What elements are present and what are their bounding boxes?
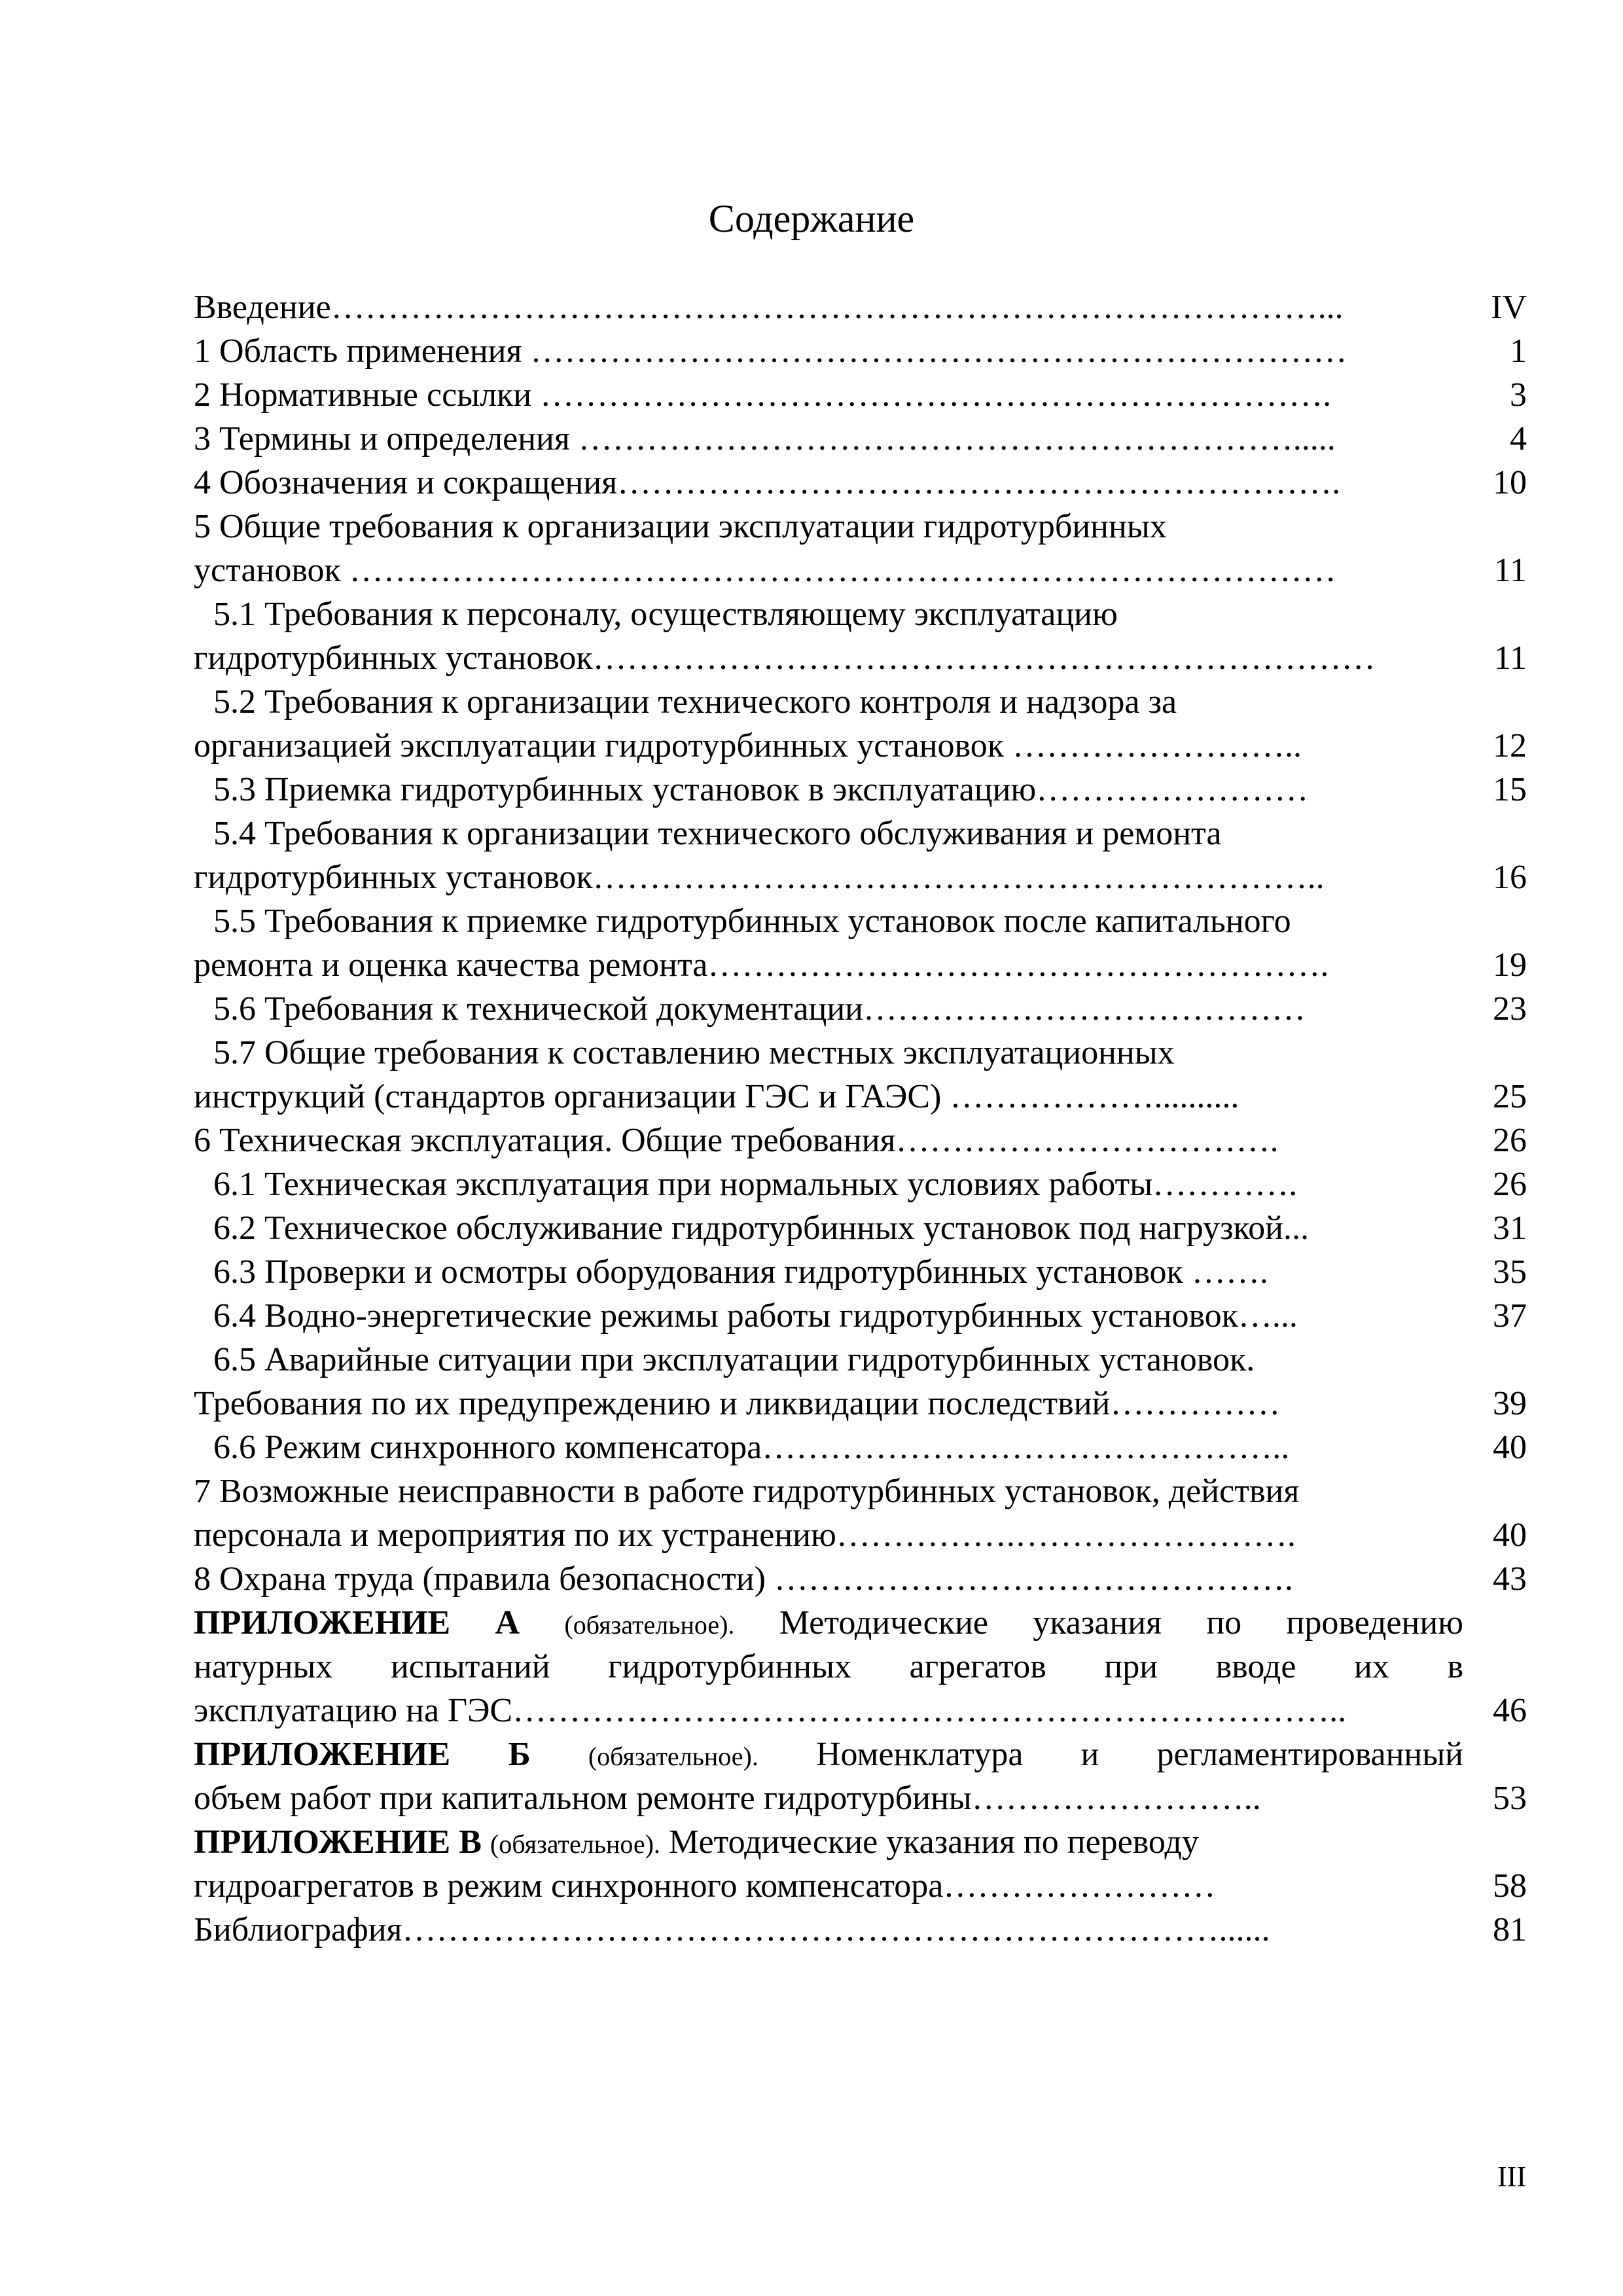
toc-entry-5-6[interactable] xyxy=(194,987,1527,1031)
appendix-title-start: Номенклатура и регламентированный xyxy=(815,1736,1463,1773)
toc-entry-text: 5 Общие требования к организации эксплуатации гидротурбинных xyxy=(194,508,1167,545)
toc-entry-text: 6.6 Режим синхронного компенсатора……………………………………….. xyxy=(213,1429,1290,1466)
toc-entry-text: 3 Термины и определения ………………………………………………………..... xyxy=(194,420,1336,457)
toc-entry-6-2[interactable] xyxy=(194,1206,1527,1250)
toc-entry-text-continued: Требования по их предупреждению и ликвидации последствий…………… xyxy=(194,1385,1281,1422)
toc-entry-5-3[interactable] xyxy=(194,768,1527,812)
toc-page-number: 40 xyxy=(1493,1516,1527,1554)
toc-page-number: 31 xyxy=(1493,1210,1527,1247)
toc-page-number: IV xyxy=(1491,289,1527,326)
toc-entry-text: 7 Возможные неисправности в работе гидротурбинных установок, действия xyxy=(194,1473,1300,1510)
toc-entry-text-continued: организацией эксплуатации гидротурбинных установок …………………….. xyxy=(194,727,1302,764)
toc-page-number: 23 xyxy=(1493,990,1527,1028)
toc-entry-text: 4 Обозначения и сокращения………………………………………………………. xyxy=(194,464,1341,501)
appendix-label: ПРИЛОЖЕНИЕ В xyxy=(194,1823,482,1861)
toc-entry-text-continued: гидротурбинных установок…………………………………………………………… xyxy=(194,639,1376,677)
table-of-contents xyxy=(194,285,1527,1952)
toc-entry-text: 6.3 Проверки и осмотры оборудования гидротурбинных установок ……. xyxy=(213,1253,1268,1291)
toc-entry-6-4[interactable] xyxy=(194,1294,1527,1338)
toc-page-number: 12 xyxy=(1493,727,1527,764)
toc-entry-text: 6.2 Техническое обслуживание гидротурбинных установок под нагрузкой... xyxy=(213,1210,1310,1247)
toc-entry-6[interactable] xyxy=(194,1119,1527,1162)
appendix-note: (обязательное). xyxy=(588,1742,758,1771)
toc-page-number: 15 xyxy=(1493,771,1527,808)
toc-entry-3[interactable] xyxy=(194,417,1527,461)
toc-entry-text xyxy=(194,1732,1463,1776)
toc-entry-appendix-a[interactable] xyxy=(194,1601,1527,1732)
page-number: III xyxy=(1497,2161,1526,2193)
toc-entry-text: 5.5 Требования к приемке гидротурбинных установок после капитального xyxy=(213,903,1291,940)
toc-page-number: 26 xyxy=(1493,1122,1527,1159)
toc-entry-6-6[interactable] xyxy=(194,1426,1527,1469)
toc-page-number: 16 xyxy=(1493,859,1527,896)
appendix-label: ПРИЛОЖЕНИЕ Б xyxy=(194,1736,531,1773)
toc-entry-text xyxy=(194,1601,1463,1645)
toc-entry-text-continued: гидроагрегатов в режим синхронного компенсатора…………………… xyxy=(194,1867,1216,1905)
toc-page-number: 37 xyxy=(1493,1297,1527,1335)
toc-page-number: 10 xyxy=(1493,464,1527,501)
toc-entry-text: 5.7 Общие требования к составлению местных эксплуатационных xyxy=(213,1034,1175,1071)
toc-entry-introduction[interactable] xyxy=(194,285,1527,329)
toc-entry-8[interactable] xyxy=(194,1557,1527,1601)
toc-entry-5-2[interactable] xyxy=(194,680,1527,768)
toc-entry-text-continued: объем работ при капитальном ремонте гидротурбины…………………….. xyxy=(194,1780,1261,1817)
toc-entry-5-7[interactable] xyxy=(194,1031,1527,1119)
toc-entry-appendix-v[interactable] xyxy=(194,1820,1527,1908)
appendix-note: (обязательное). xyxy=(490,1829,660,1859)
toc-entry-2[interactable] xyxy=(194,373,1527,417)
toc-entry-text-continued: натурных испытаний гидротурбинных агрегатов при вводе их в xyxy=(194,1648,1463,1685)
toc-entry-text: 2 Нормативные ссылки ……………………………………………………………. xyxy=(194,376,1332,414)
toc-entry-6-3[interactable] xyxy=(194,1250,1527,1294)
toc-entry-text: 1 Область применения ……………………………………………………………… xyxy=(194,332,1347,370)
toc-page-number: 1 xyxy=(1510,332,1527,370)
toc-entry-text: 5.3 Приемка гидротурбинных установок в эксплуатацию…………………… xyxy=(213,771,1309,808)
toc-entry-text: 5.4 Требования к организации технического обслуживания и ремонта xyxy=(213,815,1222,852)
toc-page-number: 58 xyxy=(1493,1867,1527,1905)
toc-page-number: 19 xyxy=(1493,946,1527,984)
toc-page-number: 11 xyxy=(1493,639,1527,677)
appendix-title-start: Методические указания по проведению xyxy=(779,1604,1463,1641)
toc-entry-5-4[interactable] xyxy=(194,812,1527,899)
toc-entry-text: 6.5 Аварийные ситуации при эксплуатации гидротурбинных установок. xyxy=(213,1341,1255,1378)
toc-page-number: 25 xyxy=(1493,1078,1527,1115)
toc-entry-4[interactable] xyxy=(194,461,1527,505)
toc-entry-text xyxy=(194,1820,1463,1864)
toc-entry-text: 6 Техническая эксплуатация. Общие требования……………………………. xyxy=(194,1122,1279,1159)
toc-page-number: 39 xyxy=(1493,1385,1527,1422)
page-title: Содержание xyxy=(708,197,915,240)
toc-entry-7[interactable] xyxy=(194,1469,1527,1557)
toc-page-number: 46 xyxy=(1493,1692,1527,1729)
toc-entry-text: 5.6 Требования к технической документации………………………………… xyxy=(213,990,1306,1028)
toc-entry-text-continued: гидротурбинных установок……………………………………………………….. xyxy=(194,859,1325,896)
toc-entry-text-continued: установок …………………………………………………………………………… xyxy=(194,552,1336,589)
toc-page-number: 4 xyxy=(1510,420,1527,457)
toc-page-number: 3 xyxy=(1510,376,1527,414)
toc-entry-text: 6.1 Техническая эксплуатация при нормальных условиях работы…………. xyxy=(213,1166,1298,1203)
toc-entry-5-5[interactable] xyxy=(194,899,1527,987)
appendix-label: ПРИЛОЖЕНИЕ А xyxy=(194,1604,520,1641)
toc-entry-appendix-b[interactable] xyxy=(194,1732,1527,1820)
toc-entry-5[interactable] xyxy=(194,505,1527,592)
toc-entry-1[interactable] xyxy=(194,329,1527,373)
toc-entry-bibliography[interactable] xyxy=(194,1908,1527,1952)
toc-page-number: 43 xyxy=(1493,1560,1527,1598)
appendix-title-start: Методические указания по переводу xyxy=(668,1823,1199,1861)
toc-entry-text: Библиография………………………………………………………………...... xyxy=(194,1911,1270,1948)
toc-entry-5-1[interactable] xyxy=(194,592,1527,680)
toc-entry-text: 5.2 Требования к организации технического контроля и надзора за xyxy=(213,683,1177,721)
toc-entry-text: 8 Охрана труда (правила безопасности) ………………………………………. xyxy=(194,1560,1293,1598)
toc-entry-text-continued: инструкций (стандартов организации ГЭС и ГАЭС) ……………….......... xyxy=(194,1078,1240,1115)
toc-page-number: 40 xyxy=(1493,1429,1527,1466)
appendix-note: (обязательное). xyxy=(564,1610,735,1640)
toc-entry-text-continued: эксплуатацию на ГЭС……………………………………………………………….. xyxy=(194,1692,1347,1729)
toc-entry-text: Введение……………………………………………………………………………... xyxy=(194,289,1344,326)
toc-page-number: 26 xyxy=(1493,1166,1527,1203)
toc-page-number: 81 xyxy=(1493,1911,1527,1948)
toc-page-number: 35 xyxy=(1493,1253,1527,1291)
toc-entry-text-continued: ремонта и оценка качества ремонта………………………………………………. xyxy=(194,946,1329,984)
toc-entry-6-5[interactable] xyxy=(194,1338,1527,1426)
toc-page-number: 11 xyxy=(1493,552,1527,589)
toc-entry-text: 5.1 Требования к персоналу, осуществляющему эксплуатацию xyxy=(213,596,1118,633)
toc-page-number: 53 xyxy=(1493,1780,1527,1817)
toc-entry-text-continued: персонала и мероприятия по их устранению…………….……………………. xyxy=(194,1516,1296,1554)
toc-entry-6-1[interactable] xyxy=(194,1162,1527,1206)
toc-entry-text: 6.4 Водно-энергетические режимы работы гидротурбинных установок…... xyxy=(213,1297,1298,1335)
